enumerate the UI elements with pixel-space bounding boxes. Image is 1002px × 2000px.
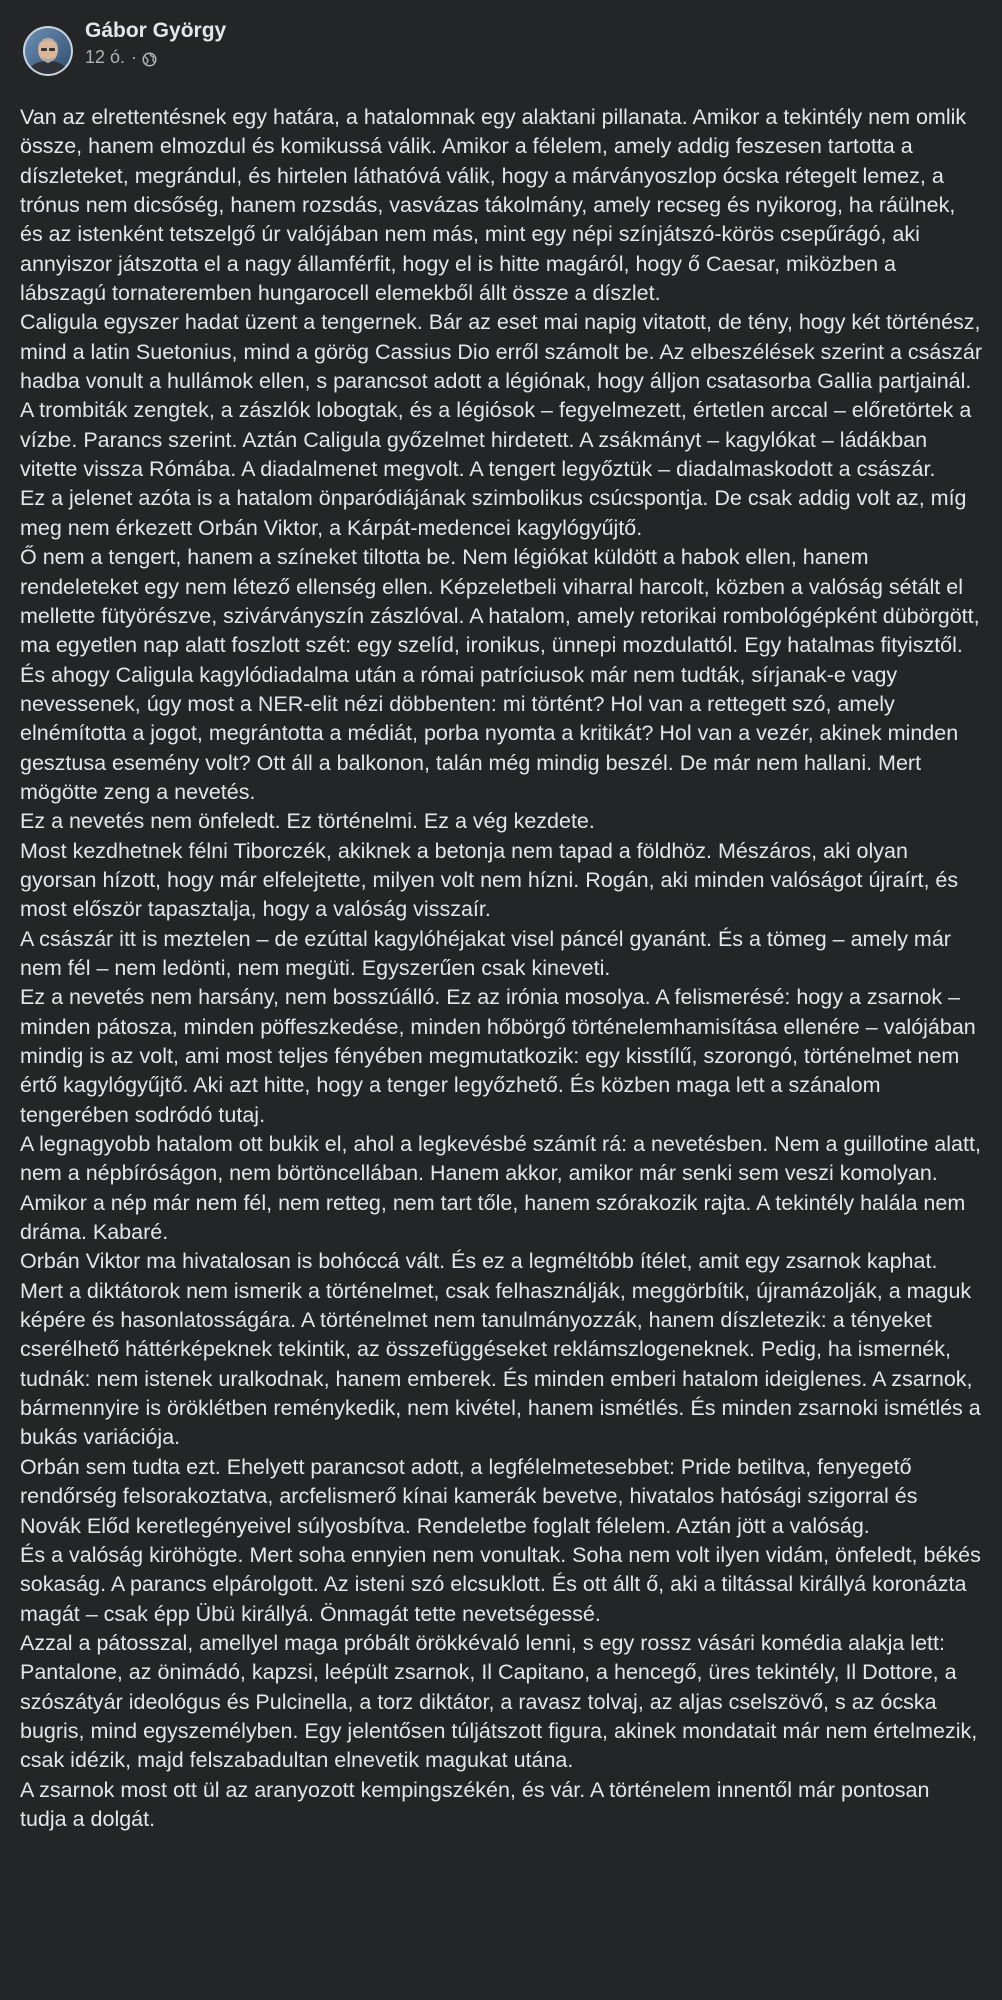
post-paragraph: Ő nem a tengert, hanem a színeket tiltotta be. Nem légiókat küldött a habok ellen, hanem rendeleteket egy nem létező ellenség ellen. Képzeletbeli viharral harcolt, közben a valóság sétált el mellette fütyörészve, szivárványszín zászlóval. A hatalom, amely retorikai rombológépként dübörgött, ma egyetlen nap alatt foszlott szét: egy szelíd, ironikus, ünnepi mozdulattól. Egy hatalmas fityisztől. bbox=[20, 545, 980, 658]
avatar-ring bbox=[23, 26, 73, 76]
post-paragraph: Ez a nevetés nem harsány, nem bosszúálló. Ez az irónia mosolya. A felismerésé: hogy a zsarnok – minden pátosza, minden pöffeszkedése, minden hőbörgő történelemhamisítása ellenére – valójában mindig is az volt, ami most teljes fényében megmutatkozik: egy kisstílű, szorongó, történelmet nem értő kagylógyűjtő. Aki azt hitte, hogy a tenger legyőzhető. És közben maga lett a szánalom tengerében sodródó tutaj. bbox=[20, 985, 976, 1127]
post-body bbox=[20, 103, 982, 1834]
post-meta bbox=[85, 19, 227, 68]
post-paragraph: Van az elrettentésnek egy határa, a hatalomnak egy alaktani pillanata. Amikor a tekintély nem omlik össze, hanem elmozdul és komikussá válik. Amikor a félelem, amely addig feszesen tartotta a díszleteket, megrándul, és hirtelen láthatóvá válik, hogy a márványoszlop ócska rétegelt lemez, a trónus nem dicsőség, hanem rozsdás, vasvázas tákolmány, amely recseg és nyikorog, ha ráülnek, és az istenként tetszelgő úr valójában nem más, mint egy népi színjátszó-körös csepűrágó, aki annyiszor játszotta el a nagy államférfit, hogy el is hitte magáról, hogy ő Caesar, miközben a lábszagú tornateremben hungarocell elemekből állt össze a díszlet. bbox=[20, 105, 967, 306]
post-paragraph: A császár itt is meztelen – de ezúttal kagylóhéjakat visel páncél gyanánt. És a tömeg – amely már nem fél – nem ledönti, nem megüti. Egyszerűen csak kineveti. bbox=[20, 926, 951, 980]
author-name[interactable]: Gábor György bbox=[85, 19, 227, 42]
post-header bbox=[20, 0, 982, 100]
globe-icon[interactable] bbox=[142, 50, 157, 65]
post-paragraph: Mert a diktátorok nem ismerik a történelmet, csak felhasználják, meggörbítik, újramázolják, a maguk képére és hasonlatosságára. A történelmet nem tanulmányozzák, hanem díszletezik: a tényeket cserélhető háttérképeknek tekintik, az összefüggéseket reklámszlogeneknek. Pedig, ha ismernék, tudnák: nem istenek uralkodnak, hanem emberek. És minden emberi hatalom ideiglenes. A zsarnok, bármennyire is öröklétben reménykedik, nem kivétel, hanem ismétlés. És minden zsarnoki ismétlés a bukás variációja. bbox=[20, 1278, 981, 1450]
post-paragraph: Ez a nevetés nem önfeledt. Ez történelmi. Ez a vég kezdete. bbox=[20, 809, 595, 834]
meta-separator: · bbox=[131, 47, 138, 67]
post-timestamp[interactable]: 12 ó. bbox=[85, 47, 126, 67]
post-paragraph: Most kezdhetnek félni Tiborczék, akiknek a betonja nem tapad a földhöz. Mészáros, aki olyan gyorsan hízott, hogy már elfelejtette, milyen volt nem hízni. Rogán, aki minden valóságot újraírt, és most először tapasztalja, hogy a valóság visszaír. bbox=[20, 838, 959, 922]
post-paragraph: Caligula egyszer hadat üzent a tengernek. Bár az eset mai napig vitatott, de tény, hogy két történész, mind a latin Suetonius, mind a görög Cassius Dio erről számolt be. Az elbeszélések szerint a császár hadba vonult a hullámok ellen, s parancsot adott a légiónak, hogy álljon csatasorba Gallia partjainál. A trombiták zengtek, a zászlók lobogtak, és a légiósok – fegyelmezett, értetlen arccal – előretörtek a vízbe. Parancs szerint. Aztán Caligula győzelmet hirdetett. A zsákmányt – kagylókat – ládákban vitette vissza Rómába. A diadalmenet megvolt. A tengert legyőztük – diadalmaskodott a császár. bbox=[20, 310, 982, 482]
post-paragraph: És a valóság kiröhögte. Mert soha ennyien nem vonultak. Soha nem volt ilyen vidám, önfeledt, békés sokaság. A parancs elpárolgott. Az isteni szó elcsuklott. És ott állt ő, aki a tiltással királlyá koronázta magát – csak épp Übü királlyá. Önmagát tette nevetségessé. bbox=[20, 1542, 981, 1626]
post-paragraph: Ez a jelenet azóta is a hatalom önparódiájának szimbolikus csúcspontja. De csak addig volt az, míg meg nem érkezett Orbán Viktor, a Kárpát-medencei kagylógyűjtő. bbox=[20, 486, 967, 540]
post-paragraph: Orbán sem tudta ezt. Ehelyett parancsot adott, a legfélelmetesebbet: Pride betiltva, fenyegető rendőrség felsorakoztatva, arcfelismerő kínai kamerák bevetve, hivatalos hatósági szigorral és Novák Előd keretlegényeivel súlyosbítva. Rendeletbe foglalt félelem. Aztán jött a valóság. bbox=[20, 1454, 918, 1538]
post-paragraph: A legnagyobb hatalom ott bukik el, ahol a legkevésbé számít rá: a nevetésben. Nem a guillotine alatt, nem a népbíróságon, nem börtöncellában. Hanem akkor, amikor már senki sem veszi komolyan. Amikor a nép már nem fél, nem retteg, nem tart tőle, hanem szórakozik rajta. A tekintély halála nem dráma. Kabaré. bbox=[20, 1132, 981, 1245]
post-paragraph: Orbán Viktor ma hivatalosan is bohóccá vált. És ez a legméltóbb ítélet, amit egy zsarnok kaphat. bbox=[20, 1249, 938, 1274]
post-paragraph: És ahogy Caligula kagylódiadalma után a római patríciusok már nem tudták, sírjanak-e vagy nevessenek, úgy most a NER-elit nézi döbbenten: mi történt? Hol van a rettegett szó, amely elnémította a jogot, megrántotta a médiát, porba nyomta a kritikát? Hol van a vezér, akinek minden gesztusa esemény volt? Ott áll a balkonon, talán még mindig beszél. De már nem hallani. Mert mögötte zeng a nevetés. bbox=[20, 662, 959, 804]
post-paragraph: A zsarnok most ott ül az aranyozott kempingszékén, és vár. A történelem innentől már pontosan tudja a dolgát. bbox=[20, 1777, 930, 1831]
post-paragraph: Azzal a pátosszal, amellyel maga próbált örökkévaló lenni, s egy rossz vásári komédia alakja lett: Pantalone, az önimádó, kapzsi, leépült zsarnok, Il Capitano, a hencegő, üres tekintély, Il Dottore, a szószátyár ideológus és Pulcinella, a torz diktátor, a ravasz tolvaj, az aljas cselszövő, s az ócska bugris, mind egyszemélyben. Egy jelentősen túljátszott figura, akinek mondatait már nem értelmezik, csak idézik, majd felszabadultan elnevetik magukat utána. bbox=[20, 1630, 978, 1773]
post-sub-meta bbox=[85, 46, 226, 68]
author-avatar[interactable] bbox=[23, 26, 73, 76]
